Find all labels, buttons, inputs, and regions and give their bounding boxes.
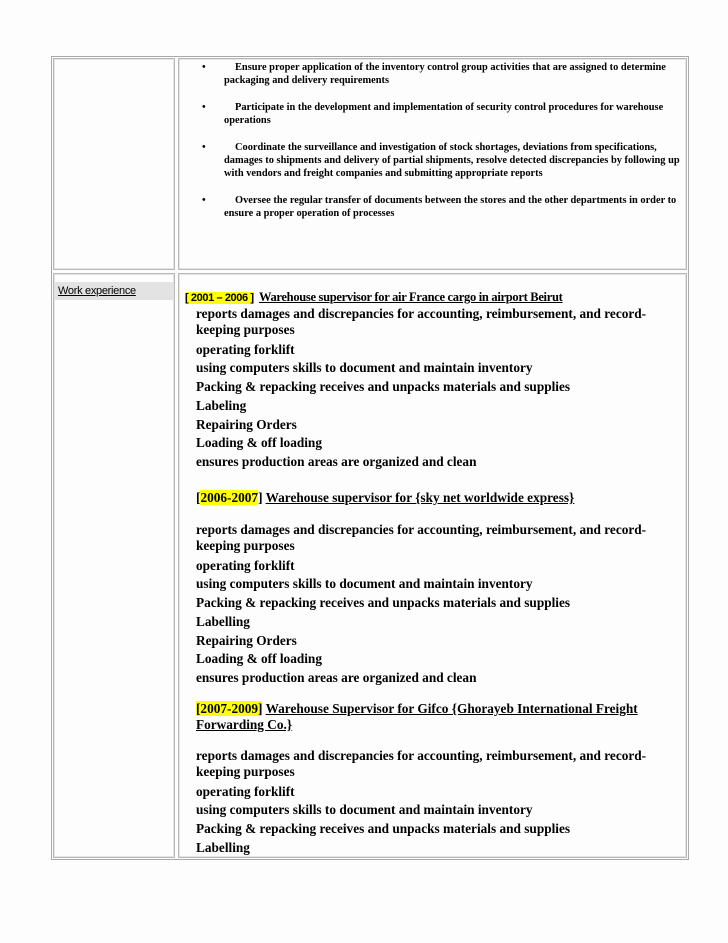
- job-duties: [196, 522, 676, 688]
- duty-item: Labelling: [196, 613, 250, 629]
- list-item: • Participate in the development and implementation of security control procedures for warehouse operations: [202, 101, 664, 127]
- list-item: • Ensure proper application of the inventory control group activities that are assigned to determine packaging and delivery requirements: [202, 62, 666, 87]
- duty-item: Labelling: [196, 839, 250, 855]
- job-heading: [185, 289, 685, 306]
- list-item: • Coordinate the surveillance and investigation of stock shortages, deviations from specifications, damages to shipments and delivery of partial shipments, resolve detected discrepancies by following up with vendors and freight companies and submitting appropriate reports: [202, 141, 680, 180]
- job-duties: [196, 748, 676, 858]
- duty-item: Repairing Orders: [196, 632, 297, 648]
- job-title: Warehouse supervisor for {sky net worldwide express}: [265, 490, 575, 505]
- duty-item: Packing & repacking receives and unpacks materials and supplies: [196, 821, 571, 837]
- duty-item: operating forklift: [196, 557, 295, 573]
- duty-item: using computers skills to document and maintain inventory: [196, 576, 533, 592]
- duty-item: reports damages and discrepancies for accounting, reimbursement, and record-keeping purposes: [196, 522, 647, 553]
- duty-item: using computers skills to document and maintain inventory: [196, 360, 533, 376]
- job-title: Warehouse Supervisor for Gifco {Ghorayeb International Freight Forwarding Co.}: [196, 701, 638, 732]
- duty-item: Packing & repacking receives and unpacks materials and supplies: [196, 595, 571, 611]
- bullet-icon: •: [202, 62, 206, 73]
- top-left-cell: [53, 58, 175, 270]
- duty-item: using computers skills to document and maintain inventory: [196, 802, 533, 818]
- bullet-icon: •: [202, 141, 206, 153]
- job-dates: [2007-2009]: [196, 701, 263, 716]
- job-dates: [ 2001 – 2006 ]: [185, 292, 254, 304]
- bullet-icon: •: [202, 101, 206, 113]
- duty-item: Labeling: [196, 397, 247, 413]
- duty-item: reports damages and discrepancies for accounting, reimbursement, and record-keeping purposes: [196, 306, 647, 337]
- duty-item: ensures production areas are organized and clean: [196, 454, 477, 470]
- duty-item: reports damages and discrepancies for accounting, reimbursement, and record-keeping purposes: [196, 748, 647, 779]
- job-title: Warehouse supervisor for air France cargo in airport Beirut: [258, 290, 563, 304]
- duty-item: operating forklift: [196, 783, 295, 799]
- duty-item: Loading & off loading: [196, 435, 322, 451]
- duty-item: Packing & repacking receives and unpacks materials and supplies: [196, 379, 571, 395]
- responsibilities-list: [188, 61, 680, 234]
- section-label: Work experience: [55, 282, 173, 300]
- duty-item: operating forklift: [196, 341, 295, 357]
- duty-item: Loading & off loading: [196, 651, 322, 667]
- job-heading: [2006-2007] Warehouse supervisor for {sky net worldwide express}: [196, 490, 575, 505]
- duty-item: Repairing Orders: [196, 416, 297, 432]
- job-duties: [196, 306, 676, 472]
- job-dates: 2006-2007: [200, 490, 259, 505]
- list-item: • Oversee the regular transfer of documents between the stores and the other departments in order to ensure a proper operation of processes: [202, 194, 677, 220]
- work-experience-label-cell: [53, 273, 175, 858]
- job-heading: [196, 701, 676, 736]
- bullet-icon: •: [202, 194, 206, 206]
- duty-item: ensures production areas are organized and clean: [196, 670, 477, 686]
